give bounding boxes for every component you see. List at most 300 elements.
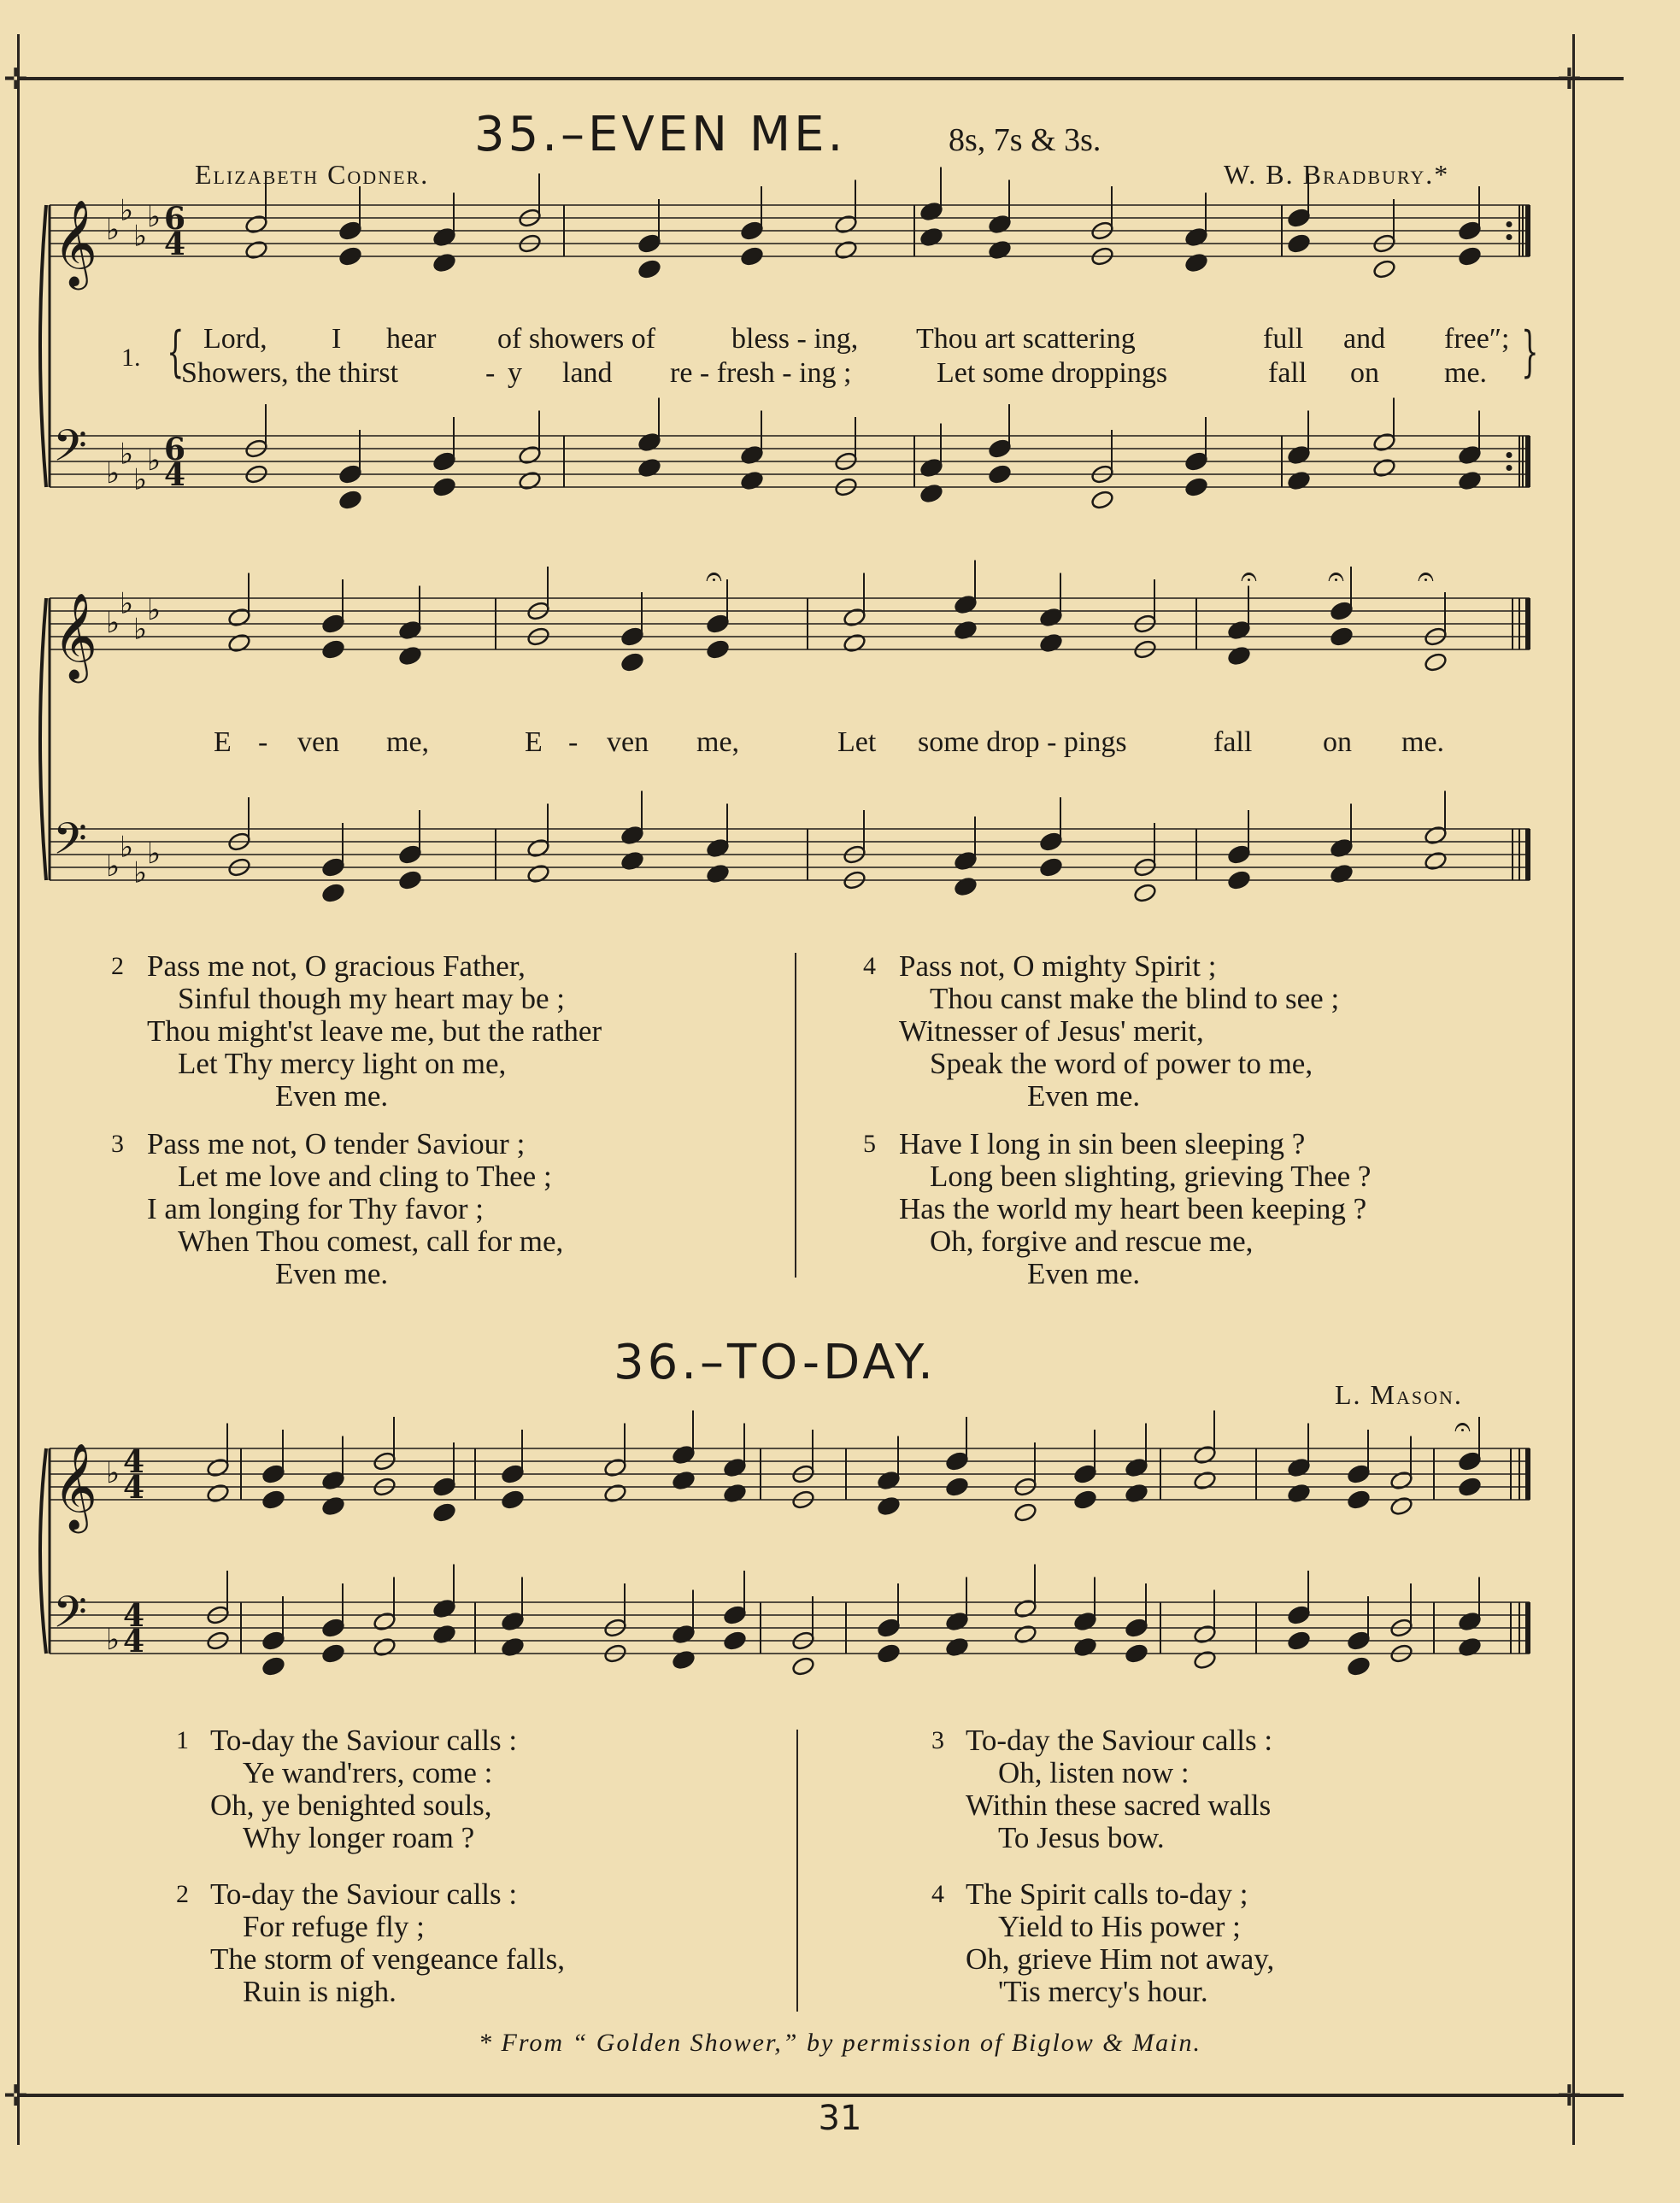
flat-sign-icon: ♭ — [120, 830, 134, 865]
frame-top-rule — [17, 77, 1624, 80]
stanza-number: 3 — [111, 1130, 124, 1158]
stanza-line: Oh, grieve Him not away, — [966, 1942, 1275, 1976]
lyric-syllable: fall — [1268, 357, 1307, 389]
stanza-line: 'Tis mercy's hour. — [998, 1975, 1208, 2008]
note-head — [1458, 444, 1483, 466]
lyric-syllable: ven — [607, 726, 649, 758]
note-head — [227, 607, 252, 628]
lyric-syllable: ven — [297, 726, 340, 758]
note-head — [1330, 863, 1354, 884]
time-signature-bottom: 4 — [123, 1470, 145, 1506]
note-head — [398, 620, 423, 641]
hymn-35-stanza-5 — [863, 1127, 1372, 1290]
bass-clef-icon: 𝄢 — [53, 1586, 87, 1648]
note-head — [723, 1483, 748, 1504]
lyric-syllable: - — [258, 726, 268, 758]
note-head — [1458, 1611, 1483, 1632]
lyric-syllable: land — [562, 357, 613, 389]
note-head — [1372, 457, 1397, 479]
note-head — [1330, 837, 1354, 859]
note-head — [321, 1470, 346, 1491]
note-head — [672, 1444, 696, 1466]
note-head — [1372, 432, 1397, 453]
flat-sign-icon: ♭ — [106, 1623, 120, 1657]
note-head — [432, 451, 457, 473]
hymn-36-stanza-3 — [931, 1724, 1273, 1854]
note-head — [227, 632, 252, 654]
hymn-35-stanza-3 — [111, 1127, 564, 1290]
note-head — [988, 438, 1013, 460]
note-head — [603, 1457, 628, 1478]
note-head — [261, 1464, 286, 1485]
lyric-syllable: some drop - pings — [918, 726, 1127, 758]
note-head — [373, 1611, 397, 1632]
note-head — [526, 863, 551, 884]
stanza-line: Thou might'st leave me, but the rather — [147, 1014, 602, 1048]
note-head — [637, 259, 662, 280]
hymn-35-stanza-4 — [863, 949, 1340, 1113]
note-head — [1424, 825, 1448, 846]
note-head — [432, 1624, 457, 1645]
treble-clef-icon: 𝄞 — [53, 1442, 98, 1530]
note-head — [1389, 1495, 1414, 1517]
note-head — [1073, 1611, 1098, 1632]
footnote: * From “ Golden Shower,” by permission of Biglow & Main. — [479, 2029, 1201, 2057]
lyric-syllable: Showers, the thirst — [181, 357, 399, 389]
note-head — [945, 1636, 970, 1658]
lyric-syllable: E — [214, 726, 232, 758]
note-head — [1039, 857, 1064, 878]
note-head — [1125, 1618, 1149, 1639]
flat-sign-icon: ♭ — [133, 612, 148, 647]
fermata-icon: 𝄐 — [1418, 560, 1434, 594]
hymn-35-stanza-divider — [795, 953, 796, 1278]
hymn-36-title: 36.–TO-DAY. — [614, 1335, 937, 1390]
note-head — [945, 1477, 970, 1498]
fermata-icon: 𝄐 — [706, 560, 722, 594]
note-head — [1458, 1477, 1483, 1498]
stanza-line: Ye wand'rers, come : — [243, 1756, 493, 1789]
note-head — [919, 201, 944, 222]
stanza-line: I am longing for Thy favor ; — [147, 1192, 484, 1225]
note-head — [1287, 1605, 1312, 1626]
note-head — [432, 477, 457, 498]
repeat-dot — [1507, 465, 1513, 471]
system-bracket — [40, 1448, 46, 1654]
note-head — [373, 1636, 397, 1658]
fermata-icon: 𝄐 — [1328, 560, 1344, 594]
note-head — [206, 1457, 231, 1478]
corner-ornament-br: ✛ — [1557, 2079, 1582, 2113]
flat-sign-icon: ♭ — [147, 444, 162, 478]
fermata-icon: 𝄐 — [1454, 1410, 1471, 1444]
note-head — [1133, 883, 1158, 904]
note-head — [603, 1483, 628, 1504]
hymn-35-stanza-2 — [111, 949, 602, 1113]
note-head — [1227, 844, 1252, 866]
note-head — [620, 652, 645, 673]
note-head — [723, 1605, 748, 1626]
lyric-syllable: - — [568, 726, 579, 758]
note-head — [672, 1624, 696, 1645]
note-head — [1073, 1636, 1098, 1658]
lyric-syllable: Lord, — [203, 323, 267, 355]
note-head — [1287, 470, 1312, 491]
note-head — [1039, 831, 1064, 853]
lyric-syllable: and — [1343, 323, 1386, 355]
corner-ornament-tr: ✛ — [1557, 62, 1582, 97]
note-head — [1227, 870, 1252, 891]
note-head — [945, 1611, 970, 1632]
note-head — [834, 214, 859, 235]
note-head — [1039, 632, 1064, 654]
note-head — [1458, 1451, 1483, 1472]
stanza-number: 4 — [863, 952, 876, 980]
note-head — [1372, 259, 1397, 280]
note-head — [1184, 252, 1209, 273]
bass-clef-icon: 𝄢 — [53, 420, 87, 482]
note-head — [526, 837, 551, 859]
stanza-line: Has the world my heart been keeping ? — [899, 1192, 1367, 1225]
note-head — [432, 1502, 457, 1524]
hymn-36-stanza-2 — [176, 1877, 565, 2008]
flat-sign-icon: ♭ — [147, 200, 162, 234]
note-head — [1013, 1598, 1038, 1619]
note-head — [518, 444, 543, 466]
hymn-36-composer: L. Mason. — [1335, 1379, 1463, 1410]
repeat-dot — [1507, 452, 1513, 458]
flat-sign-icon: ♭ — [120, 193, 134, 228]
note-head — [877, 1470, 902, 1491]
stanza-line: The storm of vengeance falls, — [210, 1942, 565, 1976]
note-head — [1287, 208, 1312, 229]
note-head — [740, 470, 765, 491]
hymn-35-title: 35.–EVEN ME. — [474, 107, 847, 162]
hymn-36-stanza-4 — [931, 1877, 1275, 2008]
note-head — [432, 252, 457, 273]
note-head — [1193, 1649, 1218, 1671]
note-head — [1287, 444, 1312, 466]
verse-1-brace-right: } — [1521, 320, 1539, 384]
stanza-line: For refuge fly ; — [243, 1910, 425, 1943]
lyric-syllable: Thou art scattering — [916, 323, 1136, 355]
hymn-36-stanza-divider — [796, 1730, 798, 2012]
flat-sign-icon: ♭ — [106, 1456, 120, 1490]
note-head — [1424, 652, 1448, 673]
hymn-35-composer: W. B. Bradbury.* — [1224, 159, 1450, 190]
note-head — [1125, 1457, 1149, 1478]
note-head — [1389, 1470, 1414, 1491]
stanza-line: Yield to His power ; — [998, 1910, 1241, 1943]
note-head — [321, 883, 346, 904]
note-head — [740, 246, 765, 267]
note-head — [620, 626, 645, 648]
stanza-line: Oh, forgive and rescue me, — [930, 1225, 1254, 1258]
note-head — [919, 483, 944, 504]
stanza-line: When Thou comest, call for me, — [178, 1225, 564, 1258]
note-head — [954, 620, 978, 641]
lyric-syllable: on — [1350, 357, 1379, 389]
note-head — [919, 226, 944, 248]
note-head — [1458, 470, 1483, 491]
note-head — [988, 464, 1013, 485]
note-head — [1287, 1483, 1312, 1504]
lyric-syllable: full — [1263, 323, 1304, 355]
note-head — [321, 1643, 346, 1665]
note-head — [706, 837, 731, 859]
stanza-number: 1 — [176, 1726, 189, 1754]
note-head — [672, 1470, 696, 1491]
hymn-36-system — [0, 1410, 1680, 1726]
note-head — [723, 1630, 748, 1652]
stanza-number: 5 — [863, 1130, 876, 1158]
lyric-syllable: Let some droppings — [937, 357, 1168, 389]
stanza-line: Oh, ye benighted souls, — [210, 1789, 492, 1822]
note-head — [1013, 1502, 1038, 1524]
stanza-line: The Spirit calls to-day ; — [966, 1877, 1248, 1911]
note-head — [1090, 490, 1115, 511]
note-head — [1193, 1444, 1218, 1466]
lyric-syllable: me, — [696, 726, 740, 758]
note-head — [672, 1649, 696, 1671]
note-head — [321, 1495, 346, 1517]
note-head — [637, 457, 662, 479]
note-head — [1330, 626, 1354, 648]
lyric-syllable: y — [508, 357, 522, 389]
flat-sign-icon: ♭ — [133, 462, 148, 497]
note-head — [518, 470, 543, 491]
stanza-line: Pass not, O mighty Spirit ; — [899, 949, 1217, 983]
note-head — [620, 825, 645, 846]
flat-sign-icon: ♭ — [120, 437, 134, 472]
stanza-line: To Jesus bow. — [998, 1821, 1165, 1854]
note-head — [1424, 850, 1448, 872]
lyric-syllable: re - fresh - ing ; — [670, 357, 852, 389]
note-head — [1073, 1464, 1098, 1485]
corner-ornament-tl: ✛ — [3, 62, 28, 97]
note-head — [398, 870, 423, 891]
note-head — [1184, 226, 1209, 248]
note-head — [1184, 477, 1209, 498]
page-number: 31 — [818, 2099, 862, 2138]
note-head — [321, 857, 346, 878]
system-bracket — [40, 205, 46, 487]
stanza-line: Even me. — [1027, 1257, 1141, 1290]
lyric-syllable: hear — [386, 323, 437, 355]
note-head — [1330, 601, 1354, 622]
time-signature-bottom: 4 — [123, 1624, 145, 1660]
note-head — [501, 1489, 526, 1511]
stanza-line: Even me. — [1027, 1079, 1141, 1113]
note-head — [834, 239, 859, 261]
system-bracket — [40, 598, 46, 880]
frame-bottom-rule — [17, 2094, 1624, 2097]
note-head — [1193, 1624, 1218, 1645]
time-signature-top: 6 — [164, 201, 186, 237]
note-head — [637, 233, 662, 255]
stanza-number: 3 — [931, 1726, 944, 1754]
note-head — [954, 876, 978, 897]
flat-sign-icon: ♭ — [106, 849, 120, 884]
stanza-line: Have I long in sin been sleeping ? — [899, 1127, 1306, 1160]
note-head — [261, 1489, 286, 1511]
note-head — [1287, 1457, 1312, 1478]
treble-clef-icon: 𝄞 — [53, 591, 98, 679]
note-head — [1227, 645, 1252, 667]
lyric-syllable: free″; — [1444, 323, 1510, 355]
note-head — [877, 1643, 902, 1665]
note-head — [501, 1464, 526, 1485]
stanza-line: Speak the word of power to me, — [930, 1047, 1313, 1080]
stanza-line: Pass me not, O gracious Father, — [147, 949, 526, 983]
note-head — [706, 614, 731, 635]
note-head — [706, 863, 731, 884]
note-head — [321, 1618, 346, 1639]
note-head — [261, 1656, 286, 1677]
flat-sign-icon: ♭ — [147, 593, 162, 627]
stanza-line: Within these sacred walls — [966, 1789, 1272, 1822]
note-head — [501, 1636, 526, 1658]
note-head — [706, 639, 731, 661]
treble-clef-icon: 𝄞 — [53, 198, 98, 286]
stanza-number: 2 — [176, 1880, 189, 1908]
note-head — [338, 246, 363, 267]
lyric-syllable: fall — [1213, 726, 1253, 758]
flat-sign-icon: ♭ — [133, 219, 148, 254]
note-head — [723, 1457, 748, 1478]
note-head — [338, 220, 363, 242]
note-head — [919, 457, 944, 479]
note-head — [244, 214, 269, 235]
repeat-dot — [1507, 221, 1513, 227]
note-head — [338, 490, 363, 511]
note-head — [1458, 246, 1483, 267]
hymn-36-stanza-1 — [176, 1724, 518, 1854]
note-head — [1193, 1470, 1218, 1491]
note-head — [1287, 1630, 1312, 1652]
time-signature-bottom: 4 — [164, 226, 186, 262]
stanza-number: 4 — [931, 1880, 944, 1908]
lyric-syllable: - — [485, 357, 496, 389]
note-head — [877, 1618, 902, 1639]
time-signature-top: 4 — [123, 1444, 145, 1480]
stanza-line: To-day the Saviour calls : — [210, 1877, 518, 1911]
note-head — [740, 444, 765, 466]
note-head — [244, 239, 269, 261]
note-head — [988, 214, 1013, 235]
lyric-syllable: me, — [386, 726, 430, 758]
note-head — [1125, 1643, 1149, 1665]
time-signature-bottom: 4 — [164, 457, 186, 493]
note-head — [1227, 620, 1252, 641]
note-head — [338, 464, 363, 485]
lyric-syllable: E — [525, 726, 543, 758]
lyric-syllable: bless - ing, — [731, 323, 859, 355]
note-head — [206, 1483, 231, 1504]
note-head — [1184, 451, 1209, 473]
note-head — [843, 607, 867, 628]
note-head — [877, 1495, 902, 1517]
stanza-line: Sinful though my heart may be ; — [178, 982, 565, 1015]
lyric-syllable: on — [1323, 726, 1352, 758]
flat-sign-icon: ♭ — [120, 586, 134, 621]
stanza-line: Long been slighting, grieving Thee ? — [930, 1160, 1372, 1193]
hymn-35-author: Elizabeth Codner. — [195, 159, 430, 190]
note-head — [843, 632, 867, 654]
note-head — [620, 850, 645, 872]
note-head — [1458, 1636, 1483, 1658]
stanza-line: Thou canst make the blind to see ; — [930, 982, 1340, 1015]
hymn-35-meter: 8s, 7s & 3s. — [949, 122, 1101, 158]
note-head — [432, 226, 457, 248]
corner-ornament-bl: ✛ — [3, 2079, 28, 2113]
lyric-syllable: me. — [1401, 726, 1445, 758]
stanza-line: Even me. — [275, 1079, 389, 1113]
lyric-syllable: I — [332, 323, 342, 355]
note-head — [1013, 1624, 1038, 1645]
flat-sign-icon: ♭ — [106, 213, 120, 247]
stanza-number: 2 — [111, 952, 124, 980]
note-head — [988, 239, 1013, 261]
note-head — [1458, 220, 1483, 242]
note-head — [432, 1477, 457, 1498]
note-head — [1287, 233, 1312, 255]
stanza-line: Even me. — [275, 1257, 389, 1290]
verse-1-number: 1. — [121, 344, 141, 372]
verse-1-brace-left: { — [167, 320, 185, 384]
fermata-icon: 𝄐 — [1241, 560, 1257, 594]
time-signature-top: 6 — [164, 432, 186, 467]
stanza-line: To-day the Saviour calls : — [966, 1724, 1273, 1757]
bass-clef-icon: 𝄢 — [53, 813, 87, 875]
stanza-line: Let Thy mercy light on me, — [178, 1047, 507, 1080]
note-head — [1347, 1489, 1372, 1511]
note-head — [740, 220, 765, 242]
note-head — [432, 1598, 457, 1619]
note-head — [321, 639, 346, 661]
note-head — [945, 1451, 970, 1472]
repeat-dot — [1507, 234, 1513, 240]
stanza-line: Let me love and cling to Thee ; — [178, 1160, 552, 1193]
stanza-line: Oh, listen now : — [998, 1756, 1190, 1789]
stanza-line: To-day the Saviour calls : — [210, 1724, 518, 1757]
note-head — [398, 645, 423, 667]
note-head — [1347, 1464, 1372, 1485]
note-head — [954, 850, 978, 872]
note-head — [501, 1611, 526, 1632]
flat-sign-icon: ♭ — [147, 837, 162, 871]
note-head — [954, 594, 978, 615]
note-head — [398, 844, 423, 866]
hymn-35-system-2 — [0, 560, 1680, 957]
flat-sign-icon: ♭ — [133, 855, 148, 890]
note-head — [261, 1630, 286, 1652]
note-head — [321, 614, 346, 635]
stanza-line: Pass me not, O tender Saviour ; — [147, 1127, 526, 1160]
note-head — [1347, 1630, 1372, 1652]
note-head — [791, 1656, 816, 1677]
note-head — [1039, 607, 1064, 628]
lyric-syllable: of showers of — [497, 323, 656, 355]
note-head — [637, 432, 662, 453]
stanza-line: Witnesser of Jesus' merit, — [899, 1014, 1204, 1048]
flat-sign-icon: ♭ — [106, 606, 120, 640]
flat-sign-icon: ♭ — [106, 456, 120, 491]
note-head — [1347, 1656, 1372, 1677]
note-head — [1125, 1483, 1149, 1504]
stanza-line: Why longer roam ? — [243, 1821, 475, 1854]
lyric-syllable: me. — [1444, 357, 1488, 389]
